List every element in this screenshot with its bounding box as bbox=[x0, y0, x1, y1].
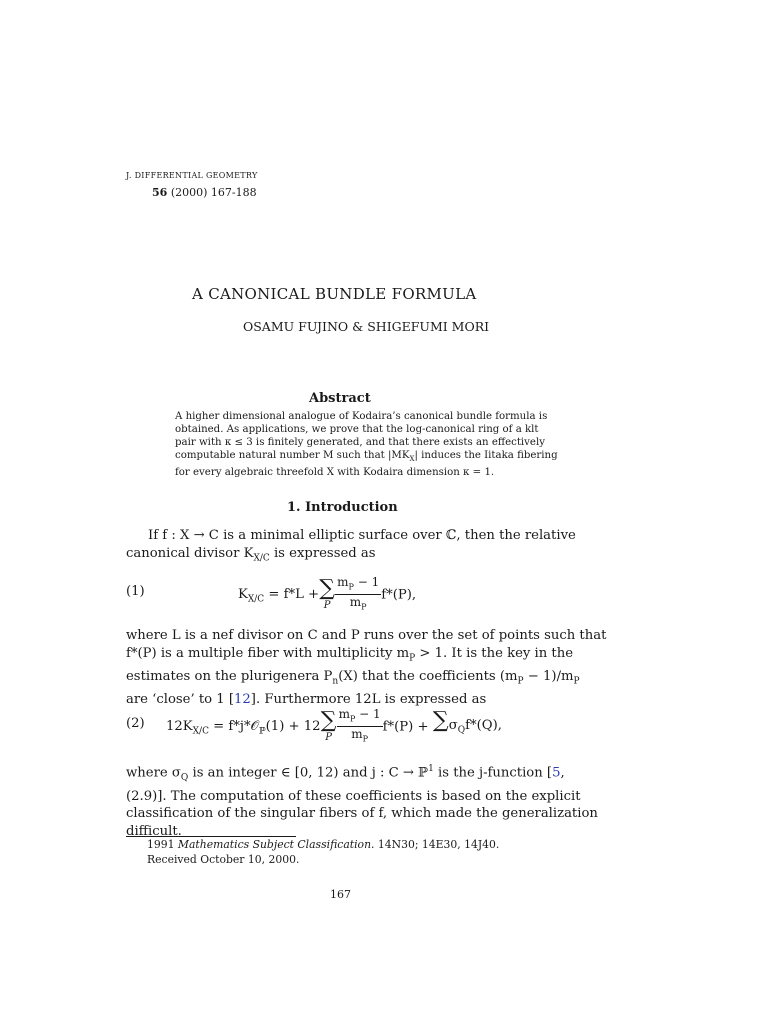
msc-codes: 14N30; 14E30, 14J40. bbox=[377, 838, 500, 851]
paragraph-2 bbox=[126, 627, 607, 708]
sigma-symbol: ∑ bbox=[432, 707, 449, 733]
eq-symbol: f*(P), bbox=[381, 587, 417, 603]
eq-symbol: − 1 bbox=[353, 575, 380, 589]
text-line: If f : X → C is a minimal elliptic surface over ℂ, then the relative bbox=[148, 528, 576, 543]
section-heading: 1. Introduction bbox=[287, 500, 398, 515]
text-fragment: (X) that the coefficients (m bbox=[338, 668, 518, 684]
eq-symbol: f*(Q), bbox=[465, 718, 502, 734]
subscript: P bbox=[573, 676, 580, 687]
abstract-line-tail: | induces the Iitaka fibering bbox=[414, 450, 558, 461]
eq-symbol: 12K bbox=[166, 719, 193, 735]
msc-label: Mathematics Subject Classification. bbox=[177, 838, 375, 851]
subscript: P bbox=[348, 582, 354, 592]
abstract-heading: Abstract bbox=[309, 391, 371, 406]
text-line: difficult. bbox=[126, 823, 182, 839]
eq-symbol: K bbox=[238, 587, 248, 603]
page-number: 167 bbox=[330, 888, 351, 901]
subscript: P bbox=[362, 734, 368, 744]
subscript: X/C bbox=[192, 726, 209, 737]
subscript: P bbox=[361, 602, 367, 612]
text-fragment: ]. Furthermore 12L is expressed as bbox=[250, 691, 487, 707]
abstract-body bbox=[175, 410, 558, 479]
subscript: Q bbox=[180, 773, 189, 784]
equation-2 bbox=[166, 707, 502, 747]
footnote-received: Received October 10, 2000. bbox=[147, 853, 300, 866]
text-fragment: is an integer ∈ [0, 12) and j : C → ℙ bbox=[188, 765, 429, 781]
msc-year: 1991 bbox=[147, 838, 175, 851]
numerator bbox=[337, 707, 383, 727]
subscript: X/C bbox=[253, 553, 270, 564]
text-fragment: is the j-function [ bbox=[433, 765, 553, 781]
text-fragment: , bbox=[560, 765, 565, 781]
text-line bbox=[126, 645, 574, 668]
text-fragment: > 1. It is the key in the bbox=[415, 645, 574, 661]
abstract-line: obtained. As applications, we prove that the log-canonical ring of a klt bbox=[175, 424, 539, 435]
eq-symbol: σ bbox=[448, 718, 458, 734]
year-pages: (2000) 167-188 bbox=[170, 186, 257, 199]
eq-symbol: m bbox=[349, 595, 362, 610]
text-line bbox=[126, 761, 565, 788]
citation-link[interactable]: 5 bbox=[552, 765, 561, 781]
denominator bbox=[337, 727, 383, 746]
text-line bbox=[126, 691, 551, 709]
text-fragment: canonical divisor K bbox=[126, 545, 254, 561]
subscript: n bbox=[332, 676, 339, 687]
text-line bbox=[126, 545, 551, 568]
paragraph-1 bbox=[126, 527, 576, 568]
abstract-line: A higher dimensional analogue of Kodaira’s canonical bundle formula is bbox=[175, 411, 548, 422]
text-fragment: − 1)/m bbox=[523, 668, 574, 684]
text-fragment: estimates on the plurigenera P bbox=[126, 668, 333, 684]
subscript: P bbox=[409, 653, 416, 664]
sum-operator bbox=[319, 575, 335, 611]
subscript: P bbox=[517, 676, 524, 687]
numerator bbox=[335, 575, 381, 595]
eq-lhs bbox=[238, 585, 319, 605]
abstract-line: pair with κ ≤ 3 is finitely generated, and that there exists an effectively bbox=[175, 437, 545, 448]
denominator bbox=[335, 595, 381, 614]
eq-symbol: − 1 bbox=[355, 707, 381, 721]
subscript: P bbox=[349, 714, 356, 724]
footnote-msc bbox=[147, 838, 499, 851]
eq-symbol: f*(P) + bbox=[382, 719, 433, 735]
abstract-line-text: computable natural number M such that |MK bbox=[175, 450, 410, 461]
eq-symbol: = f*L + bbox=[264, 587, 320, 603]
subscript: X/C bbox=[247, 594, 265, 605]
sigma-symbol: ∑ bbox=[320, 707, 337, 733]
sum-index-empty bbox=[433, 733, 449, 743]
abstract-line: for every algebraic threefold X with Kodaira dimension κ = 1. bbox=[175, 467, 495, 479]
subscript: ℙ bbox=[258, 726, 266, 737]
eq-lhs bbox=[166, 717, 321, 737]
text-fragment: where σ bbox=[126, 765, 181, 781]
eq-symbol: (1) + 12 bbox=[265, 719, 321, 735]
superscript: 1 bbox=[428, 764, 434, 774]
text-fragment: f*(P) is a multiple fiber with multiplicity m bbox=[126, 645, 410, 661]
equation-1 bbox=[238, 575, 416, 615]
sum-index: P bbox=[323, 599, 331, 611]
sum-operator bbox=[320, 707, 337, 743]
sigma-symbol: ∑ bbox=[319, 575, 335, 601]
subscript: X bbox=[409, 455, 415, 464]
eq-symbol: m bbox=[337, 575, 349, 589]
sum-index: P bbox=[325, 731, 332, 743]
fraction bbox=[337, 707, 383, 747]
eq-symbol: = f*j*𝒪 bbox=[208, 719, 259, 735]
text-fragment: are ‘close’ to 1 [ bbox=[126, 691, 235, 707]
sum-operator bbox=[432, 707, 449, 743]
fraction bbox=[335, 575, 381, 615]
abstract-line bbox=[175, 449, 558, 466]
citation-link[interactable]: 12 bbox=[234, 691, 251, 707]
equation-number: (2) bbox=[126, 716, 145, 731]
eq-tail bbox=[448, 718, 502, 736]
eq-symbol: m bbox=[351, 727, 363, 742]
text-line bbox=[126, 668, 580, 691]
paragraph-3 bbox=[126, 761, 598, 840]
footnote-rule bbox=[126, 836, 296, 837]
authors: OSAMU FUJINO & SHIGEFUMI MORI bbox=[243, 319, 490, 334]
equation-number: (1) bbox=[126, 584, 145, 599]
text-line: where L is a nef divisor on C and P runs over the set of points such that bbox=[126, 628, 607, 643]
journal-name: J. DIFFERENTIAL GEOMETRY bbox=[126, 171, 258, 180]
subscript: Q bbox=[457, 725, 466, 736]
volume-info bbox=[152, 186, 257, 199]
volume-number: 56 bbox=[152, 186, 168, 199]
paper-title: A CANONICAL BUNDLE FORMULA bbox=[192, 285, 477, 303]
text-line: classification of the singular fibers of f, which made the generalization bbox=[126, 806, 598, 822]
text-line: (2.9)]. The computation of these coefficients is based on the explicit bbox=[126, 788, 581, 804]
eq-symbol: m bbox=[338, 707, 350, 721]
text-fragment: is expressed as bbox=[269, 545, 376, 561]
